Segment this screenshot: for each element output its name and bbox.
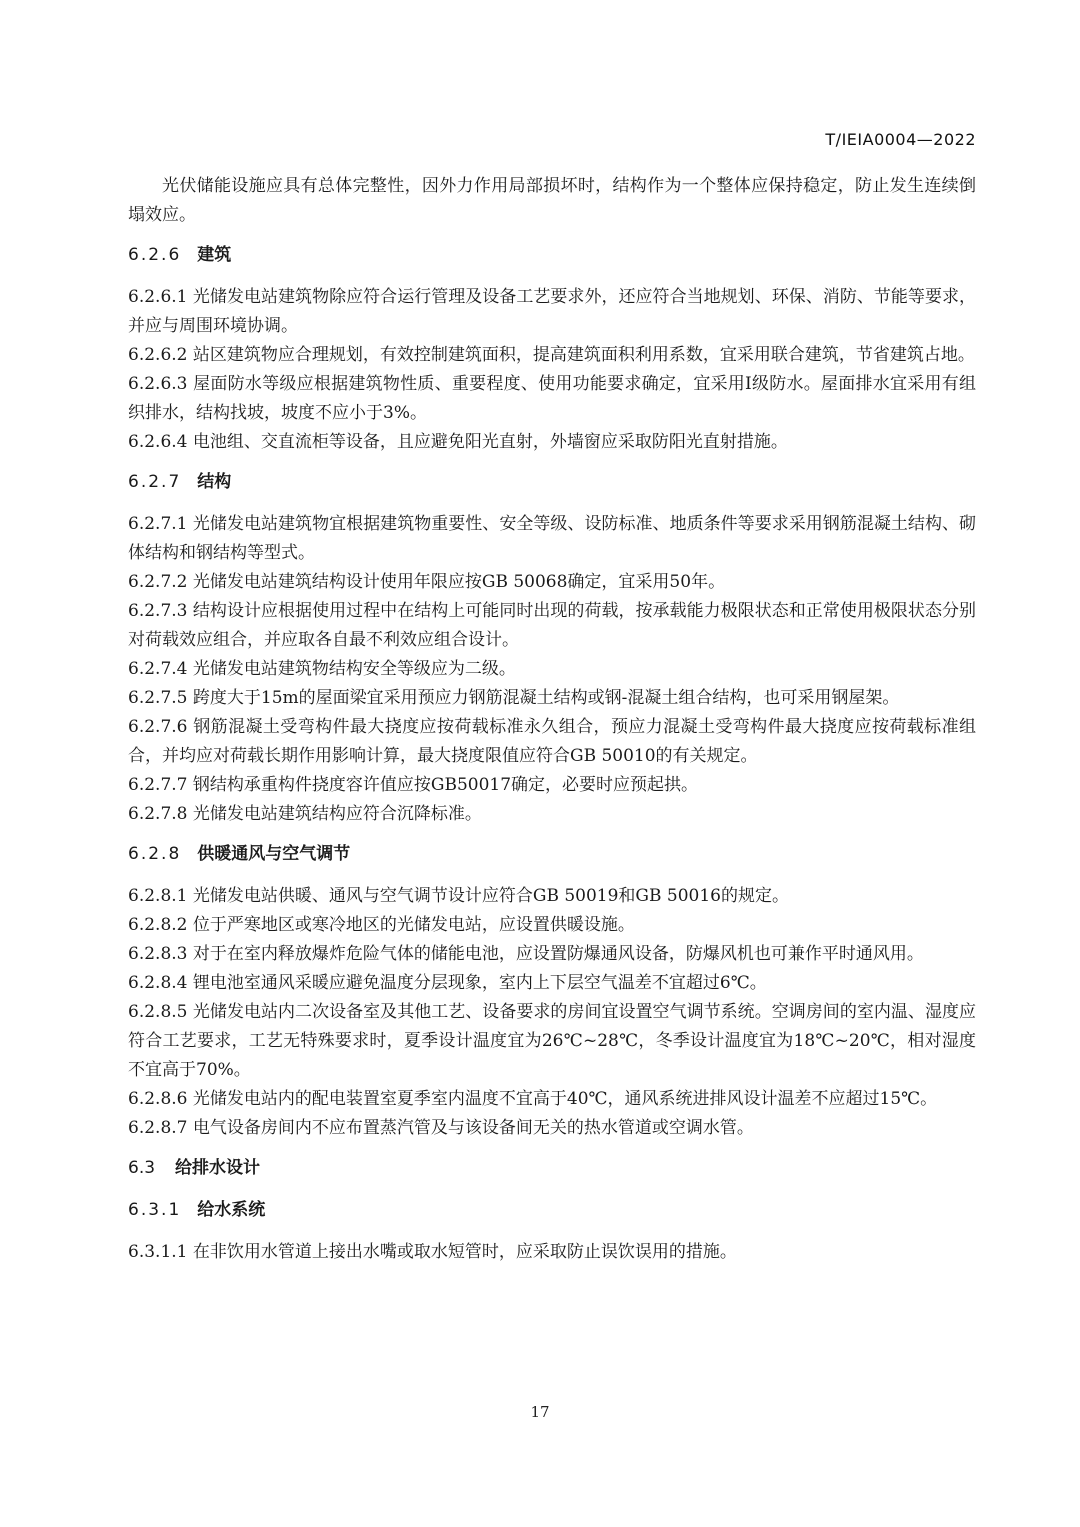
clause-6-2-7-8: 6.2.7.8 光储发电站建筑结构应符合沉降标准。	[128, 804, 482, 824]
clause-6-2-7-7: 6.2.7.7 钢结构承重构件挠度容许值应按GB50017确定，必要时应预起拱。	[128, 775, 699, 795]
section-number: 6.3	[128, 1158, 156, 1178]
section-number: 6.2.8	[128, 844, 182, 864]
clause-6-2-7-6: 6.2.7.6 钢筋混凝土受弯构件最大挠度应按荷载标准永久组合，预应力混凝土受弯构件最大挠度应按荷载标准组合，并均应对荷载长期作用影响计算，最大挠度限值应符合GB 50010的有关规定。	[128, 717, 976, 766]
document-code: T/IEIA0004—2022	[825, 130, 976, 149]
clause-6-2-8-2: 6.2.8.2 位于严寒地区或寒冷地区的光储发电站，应设置供暖设施。	[128, 915, 635, 935]
clause-6-2-7-1: 6.2.7.1 光储发电站建筑物宜根据建筑物重要性、安全等级、设防标准、地质条件等要求采用钢筋混凝土结构、砌体结构和钢结构等型式。	[128, 514, 976, 563]
clause-6-3-1-1: 6.3.1.1 在非饮用水管道上接出水嘴或取水短管时，应采取防止误饮误用的措施。	[128, 1242, 737, 1262]
section-title: 给水系统	[197, 1200, 266, 1220]
section-heading-6-2-6	[128, 241, 976, 270]
clause-6-2-7-4: 6.2.7.4 光储发电站建筑物结构安全等级应为二级。	[128, 659, 516, 679]
clause-6-2-6-2: 6.2.6.2 站区建筑物应合理规划，有效控制建筑面积，提高建筑面积利用系数，宜采用联合建筑，节省建筑占地。	[128, 345, 975, 365]
section-title: 供暖通风与空气调节	[197, 844, 351, 864]
section-heading-6-2-7	[128, 468, 976, 497]
clause-6-2-8-3: 6.2.8.3 对于在室内释放爆炸危险气体的储能电池，应设置防爆通风设备，防爆风机也可兼作平时通风用。	[128, 944, 924, 964]
clause-6-2-8-4: 6.2.8.4 锂电池室通风采暖应避免温度分层现象，室内上下层空气温差不宜超过6℃。	[128, 973, 767, 993]
section-title: 结构	[197, 472, 232, 492]
clause-6-2-7-5: 6.2.7.5 跨度大于15m的屋面梁宜采用预应力钢筋混凝土结构或钢-混凝土组合结构，也可采用钢屋架。	[128, 688, 900, 708]
section-number: 6.3.1	[128, 1200, 182, 1220]
section-title: 建筑	[197, 245, 232, 265]
clause-6-2-8-7: 6.2.8.7 电气设备房间内不应布置蒸汽管及与该设备间无关的热水管道或空调水管。	[128, 1118, 754, 1138]
section-heading-6-3	[128, 1154, 976, 1183]
clause-6-2-7-2: 6.2.7.2 光储发电站建筑结构设计使用年限应按GB 50068确定，宜采用50年。	[128, 572, 726, 592]
page-body	[128, 172, 976, 1267]
section-title: 给排水设计	[175, 1158, 261, 1178]
section-number: 6.2.7	[128, 472, 182, 492]
clause-6-2-6-1: 6.2.6.1 光储发电站建筑物除应符合运行管理及设备工艺要求外，还应符合当地规划、环保、消防、节能等要求，并应与周围环境协调。	[128, 287, 976, 336]
section-heading-6-3-1	[128, 1196, 976, 1225]
section-number: 6.2.6	[128, 245, 182, 265]
clause-6-2-7-3: 6.2.7.3 结构设计应根据使用过程中在结构上可能同时出现的荷载，按承载能力极限状态和正常使用极限状态分别对荷载效应组合，并应取各自最不利效应组合设计。	[128, 601, 976, 650]
section-heading-6-2-8	[128, 840, 976, 869]
clause-6-2-8-1: 6.2.8.1 光储发电站供暖、通风与空气调节设计应符合GB 50019和GB 50016的规定。	[128, 886, 789, 906]
intro-paragraph: 光伏储能设施应具有总体完整性，因外力作用局部损坏时，结构作为一个整体应保持稳定，防止发生连续倒塌效应。	[128, 176, 976, 225]
clause-6-2-6-3: 6.2.6.3 屋面防水等级应根据建筑物性质、重要程度、使用功能要求确定，宜采用I级防水。屋面排水宜采用有组织排水，结构找坡，坡度不应小于3%。	[128, 374, 976, 423]
page-number: 17	[530, 1403, 550, 1421]
clause-6-2-8-5: 6.2.8.5 光储发电站内二次设备室及其他工艺、设备要求的房间宜设置空气调节系统。空调房间的室内温、湿度应符合工艺要求，工艺无特殊要求时，夏季设计温度宜为26℃~28℃，冬季设计温度宜为18℃~20℃，相对湿度不宜高于70%。	[128, 1002, 976, 1080]
clause-6-2-8-6: 6.2.8.6 光储发电站内的配电装置室夏季室内温度不宜高于40℃，通风系统进排风设计温差不应超过15℃。	[128, 1089, 938, 1109]
clause-6-2-6-4: 6.2.6.4 电池组、交直流柜等设备，且应避免阳光直射，外墙窗应采取防阳光直射措施。	[128, 432, 788, 452]
